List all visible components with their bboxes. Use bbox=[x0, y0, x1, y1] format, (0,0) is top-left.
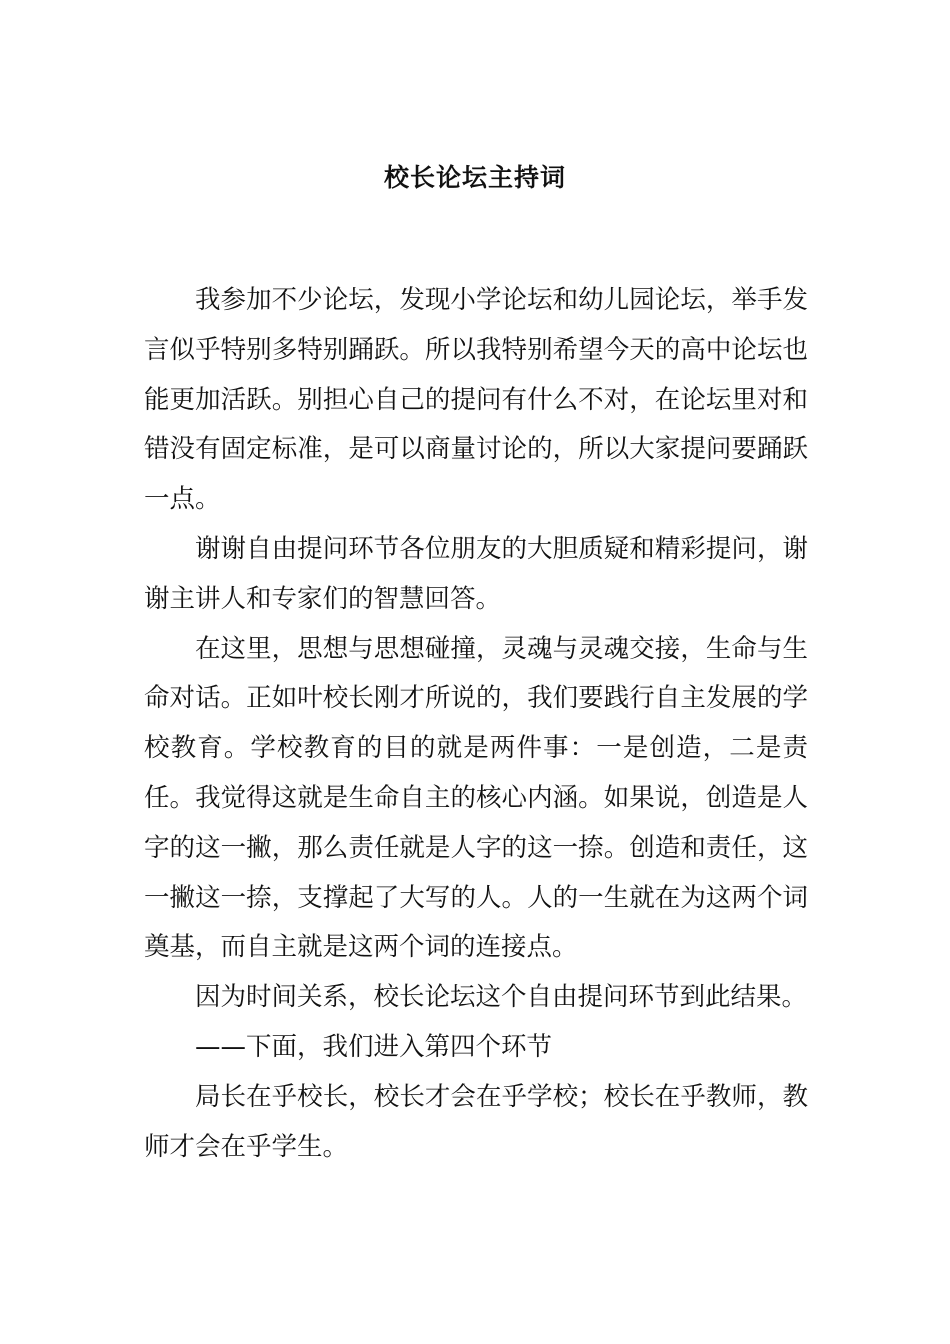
paragraph: 我参加不少论坛，发现小学论坛和幼儿园论坛，举手发言似乎特别多特别踊跃。所以我特别希望今天的高中论坛也能更加活跃。别担心自己的提问有什么不对，在论坛里对和错没有固定标准，是可以商量讨论的，所以大家提问要踊跃一点。 bbox=[144, 285, 808, 515]
paragraph: ——下面，我们进入第四个环节 bbox=[195, 1031, 553, 1062]
paragraph: 谢谢自由提问环节各位朋友的大胆质疑和精彩提问，谢谢主讲人和专家们的智慧回答。 bbox=[144, 533, 808, 614]
paragraph: 因为时间关系，校长论坛这个自由提问环节到此结果。 bbox=[195, 982, 808, 1013]
paragraph: 在这里，思想与思想碰撞，灵魂与灵魂交接，生命与生命对话。正如叶校长刚才所说的，我们要践行自主发展的学校教育。学校教育的目的就是两件事：一是创造，二是责任。我觉得这就是生命自主的核心内涵。如果说，创造是人字的这一撇，那么责任就是人字的这一捺。创造和责任，这一撇这一捺，支撑起了大写的人。人的一生就在为这两个词奠基，而自主就是这两个词的连接点。 bbox=[144, 633, 808, 963]
document-title: 校长论坛主持词 bbox=[383, 163, 566, 192]
paragraph: 局长在乎校长，校长才会在乎学校；校长在乎教师，教师才会在乎学生。 bbox=[144, 1081, 808, 1162]
document-body bbox=[144, 276, 808, 1172]
